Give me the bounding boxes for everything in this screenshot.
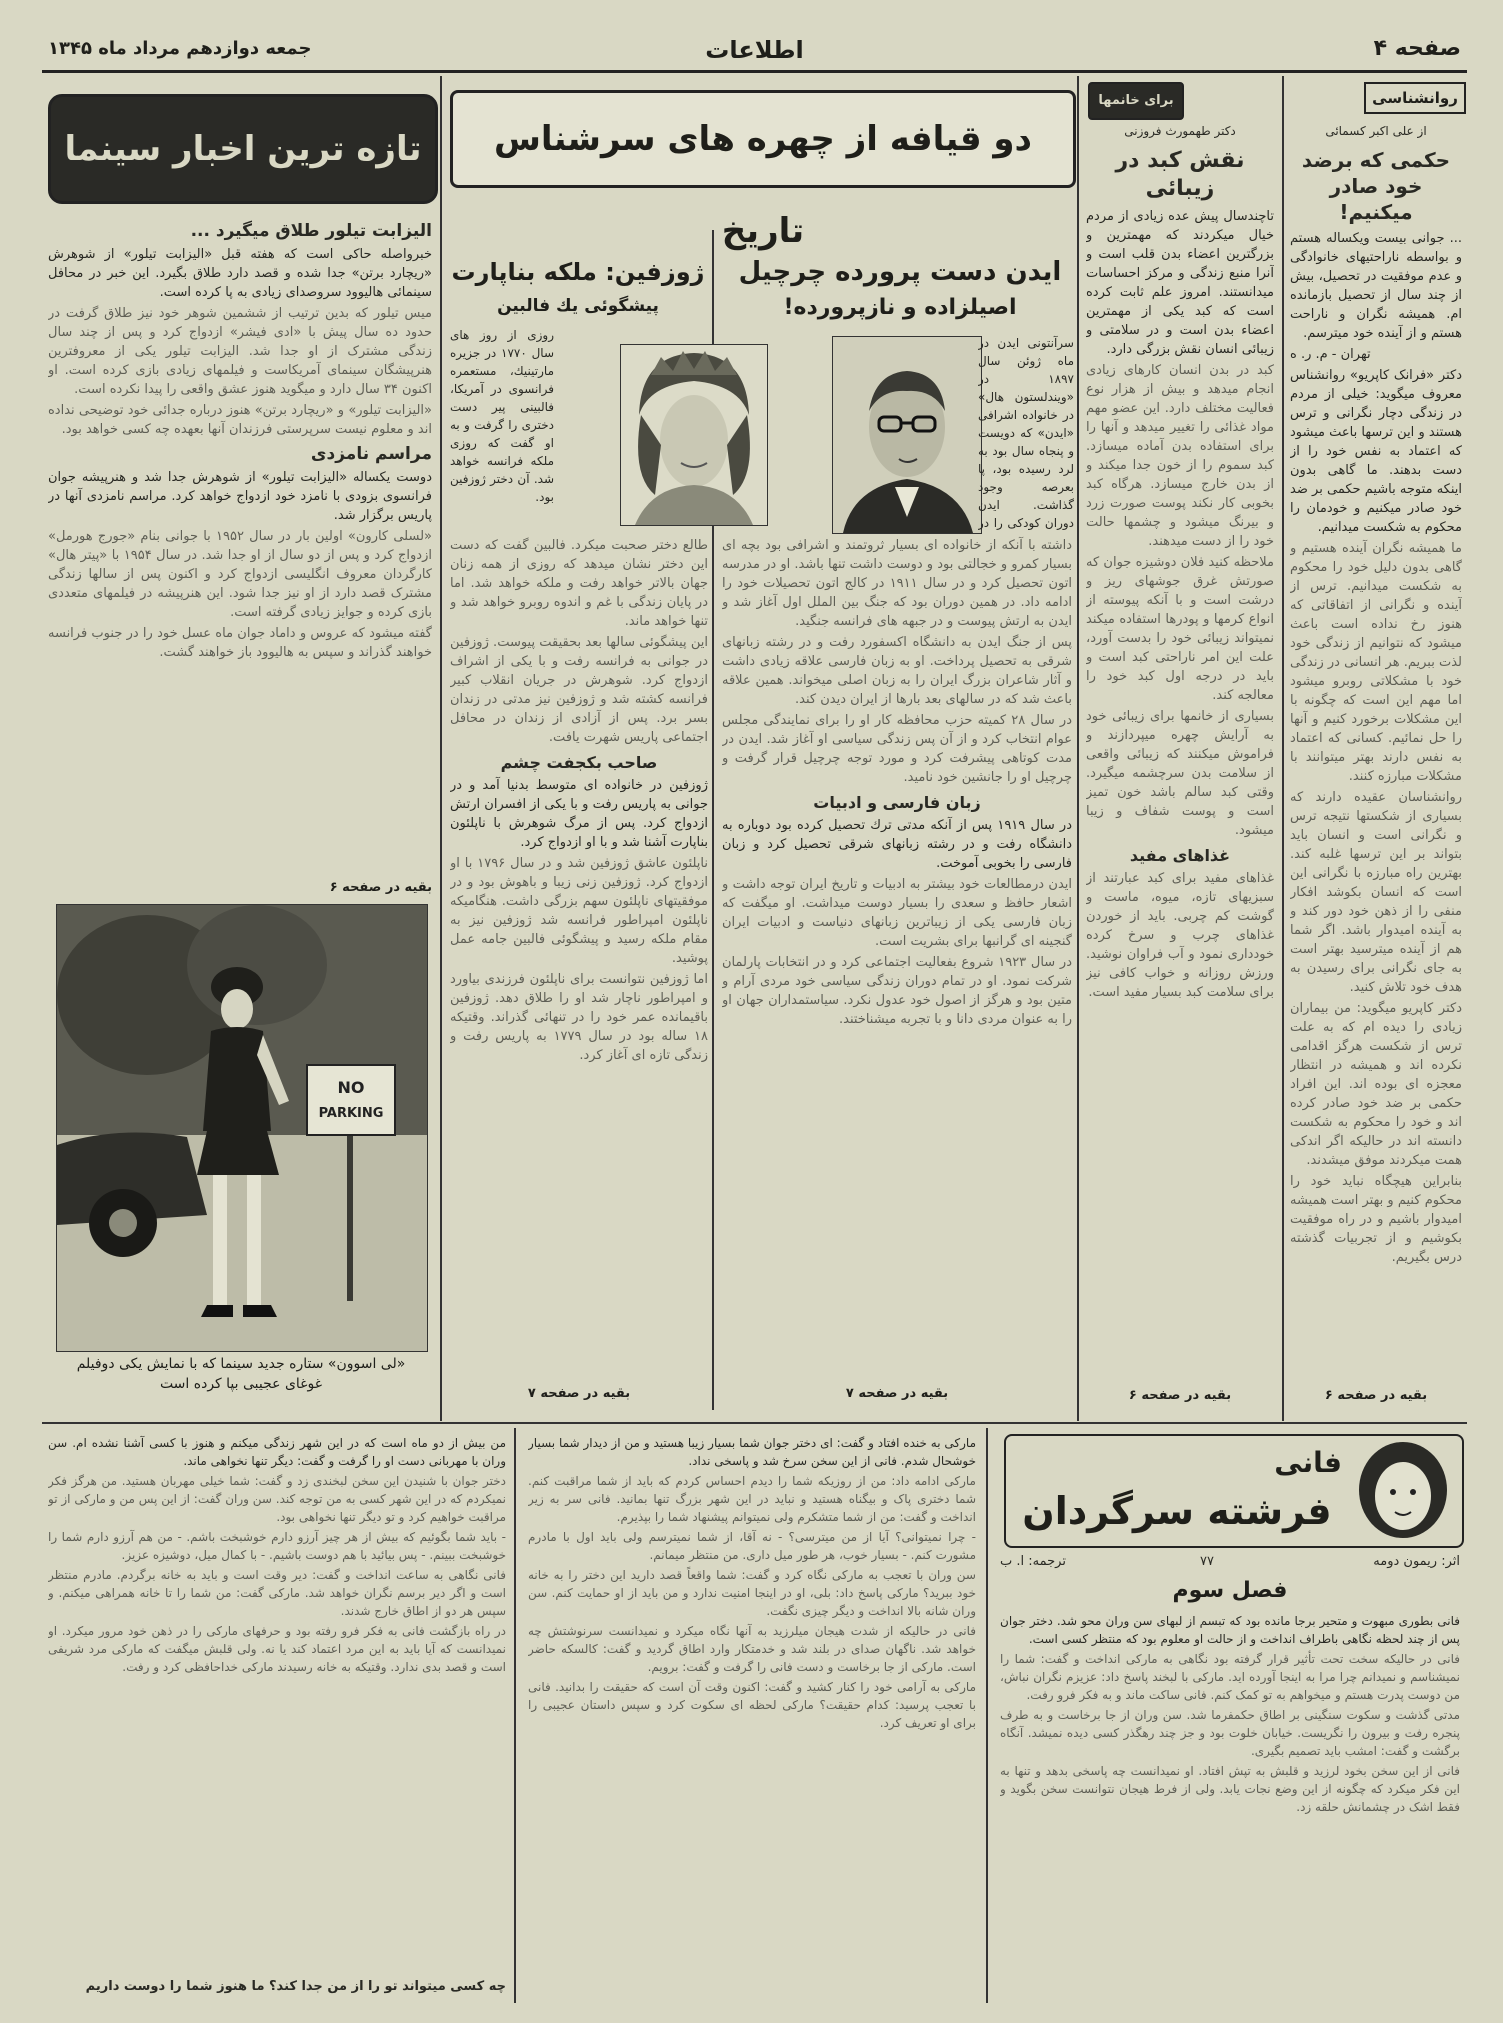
article-text: دختر جوان با شنیدن این سخن لبخندی زد و گفت: شما خیلی مهربان هستید. من هرگز فکر نمیکردم که در این شهر کسی به من توجه کند. سن وران گفت: از این پس من و مارکی از تو مراقبت خواهیم کرد و تو دیگر تنها نخواهی بود. <box>48 1474 506 1524</box>
corner-label: برای خانمها <box>1088 82 1184 120</box>
sign-text-no: NO <box>337 1078 365 1097</box>
serial-text-right <box>1000 1612 1460 2000</box>
portrait-drawing <box>833 337 981 533</box>
article-body-2: دکتر «فرانک کاپریو» روانشناس معروف میگوید: خیلی از مردم در زندگی دچار نگرانی و ترس هستند و این ترسها باعث میشود که اعتماد به نفس خود را از دست بدهند. ما گاهی بدون اینکه متوجه باشیم حکمی بر ضد خود صادر میکنیم و خودمان را محکوم به شکست میدانیم. <box>1290 368 1462 535</box>
serial-author: اثر: ریمون دومه <box>1373 1554 1460 1569</box>
article-text: روانشناسان عقیده دارند که بسیاری از شکستها نتیجه ترس و نگرانی است و انسان باید بتواند بر این ترسها غلبه کند. بهترین راه مبارزه با نگرانی این است که انسان بکوشد افکار منفی را از ذهن خود دور کند و به آینده امیدوار باشد. اگر شما هم از آینده میترسید بهتر است به جای نگرانی برای رسیدن به هدف خود تلاش کنید. <box>1290 790 1462 995</box>
beauty-column <box>1086 122 1274 1412</box>
eden-body-2: در سال ۱۹۱۹ پس از آنکه مدتی ترك تحصیل کرده بود دوباره به دانشگاه رفت و در رشته زبانهای شرقی تحصیل کرد و زبان فارسی را بخوبی آموخت. <box>722 818 1072 871</box>
article-text: مدتی گذشت و سکوت سنگینی بر اطاق حکمفرما شد. سن وران از جا برخاست و به طرف پنجره رفت و بیرون را نگریست. خیابان خلوت بود و جز چند رهگذر کسی دیده نمیشد. آنگاه برگشت و گفت: امشب باید تصمیم بگیری. <box>1000 1708 1460 1758</box>
article-text: فانی از این سخن بخود لرزید و قلبش به تپش افتاد. او نمیدانست چه پاسخی بدهد و تنها به این فکر میکرد که چگونه از این وضع نجات یابد. ولی از فرط هیجان نتوانست سخن بگوید و فقط اشک در چشمانش حلقه زد. <box>1000 1764 1460 1814</box>
eden-headline: ایدن دست پرورده چرچیل <box>738 257 1062 287</box>
article-subhead: غذاهای مفید <box>1129 846 1231 865</box>
serial-translator: ترجمه: ا. ب <box>1000 1554 1066 1569</box>
serial-label: فانی <box>1274 1446 1342 1479</box>
cinema-banner: تازه ترین اخبار سینما <box>48 94 438 204</box>
serial-credits <box>1000 1552 1460 1576</box>
article-text: ناپلئون عاشق ژوزفین شد و در سال ۱۷۹۶ با او ازدواج کرد. ژوزفین زنی زیبا و باهوش بود و در موفقیتهای ناپلئون سهم بزرگی داشت. هنگامیکه ناپلئون امپراطور فرانسه شد ژوزفین نیز به مقام ملکه رسید و پیشگوئی فالبین جامه عمل پوشید. <box>450 856 708 966</box>
article-text: بنابراین هیچگاه نباید خود را محکوم کنیم و بهتر است همیشه امیدوار باشیم و در راه موفقیت بکوشیم و از تجربیات گذشته درس بگیریم. <box>1290 1174 1462 1265</box>
psychology-column <box>1290 122 1462 1412</box>
article-text: اما ژوزفین نتوانست برای ناپلئون فرزندی بیاورد و امپراطور ناچار شد او را طلاق دهد. ژوزفین باقیمانده عمر خود را در تنهائی گذراند. وقتیکه ۱۸ ساله بود در سال ۱۷۷۹ به پاریس رفت و زندگی تازه ای آغاز کرد. <box>450 972 708 1063</box>
page-header <box>42 30 1467 73</box>
article-text: داشته با آنکه از خانواده ای بسیار ثروتمند و اشرافی بود بچه ای بسیار کمرو و خجالتی بود و دوست داشت تنها باشد. او در مدرسه اتون تحصیل کرد و در سال ۱۹۱۱ در کالج اتون تحصیلات خود را ادامه داد. در همین دوران بود که جنگ بین الملل اول آغاز شد و ایدن به ارتش پیوست و در جبهه های فرانسه جنگید. <box>722 538 1072 629</box>
continued-note: بقیه در صفحه ۶ <box>1324 1388 1428 1403</box>
cinema-body-2: دوست یکساله «الیزابت تیلور» از شوهرش جدا شد و هنرپیشه جوان فرانسوی بزودی با نامزد خود ازدواج خواهد کرد. مراسم نامزدی آنها در پاریس برگزار شد. <box>48 470 432 523</box>
article-text: فانی در حالیکه سخت تحت تأثیر قرار گرفته بود نگاهی به مارکی انداخت و گفت: شما را نمیشناسم و نمیدانم چرا مرا به اینجا آورده اید. مارکی با لبخند پاسخ داد: عزیزم نگران نباش، من دوست پدرت هستم و میخواهم به تو کمک کنم. فانی ساکت ماند و به فکر فرو رفت. <box>1000 1652 1460 1702</box>
serial-text-middle <box>528 1434 976 2000</box>
eden-portrait <box>832 336 982 534</box>
byline: دکتر طهمورث فروزنی <box>1124 124 1236 138</box>
article-text: مارکی ادامه داد: من از روزیکه شما را دیدم احساس کردم که باید از شما مراقبت کنم. شما دختری پاک و بیگناه هستید و نباید در این شهر بزرگ تنها بمانید. فانی سر به زیر انداخت و گفت: من از شما متشکرم ولی نمیتوانم پیشنهاد شما را بپذیرم. <box>528 1474 976 1524</box>
column-rule <box>986 1428 988 2003</box>
actress-photo <box>56 904 428 1352</box>
article-body: تاچندسال پیش عده زیادی از مردم خیال میکردند که مهمترین و بزرگترین اعضاء بدن قلب است و آنرا منبع زندگی و مرکز احساسات میدانستند. امروز علم ثابت کرده است که کبد یکی از مهمترین اعضاء بدن است و در سلامتی و زیبائی انسان نقش بزرگی دارد. <box>1086 209 1274 357</box>
josephine-body-2: ژوزفین در خانواده ای متوسط بدنیا آمد و در جوانی به پاریس رفت و با یکی از افسران ارتش ازدواج کرد. پس از مرگ شوهرش با ناپلئون بناپارت آشنا شد و با او ازدواج کرد. <box>450 778 708 850</box>
chapter-title: فصل سوم <box>1172 1578 1288 1603</box>
column-rule <box>1282 76 1284 1421</box>
article-text: «لسلی کارون» اولین بار در سال ۱۹۵۲ با جوانی بنام «جورج هورمل» ازدواج کرد و پس از دو سال از او جدا شد. در سال ۱۹۵۴ با «پیتر هال» کارگردان معروف انگلیسی ازدواج کرد و اکنون پس از سالها زندگی مشترک قصد دارد از او نیز جدا شود. این هنرپیشه در فیلمهای متعددی بازی کرده و جوایز زیادی گرفته است. <box>48 529 432 620</box>
eden-subheadline-2: زبان فارسی و ادبیات <box>813 793 981 812</box>
serial-body: فانی بطوری مبهوت و متحیر برجا مانده بود که تبسم از لبهای سن وران محو شد. دختر جوان پس از چند لحظه نگاهی باطراف انداخت و از حالت او معلوم بود که منتظر کسی است. <box>1000 1614 1460 1646</box>
issue-date: جمعه دوازدهم مرداد ماه ۱۳۴۵ <box>48 38 312 59</box>
cinema-news <box>48 216 432 876</box>
newspaper-name: اطلاعات <box>705 36 804 64</box>
feature-banner: دو قیافه از چهره های سرشناس تاریخ <box>450 90 1076 188</box>
letter-signature: تهران - م. ر. ه <box>1290 347 1371 362</box>
article-body: ... جوانی بیست ویکساله هستم و بواسطه ناراحتیهای خانوادگی و عدم موفقیت در تحصیل، بیش از چند سال از تحصیل بازمانده ام. همیشه نگران و ناراحت هستم و از آینده خود میترسم. <box>1290 231 1462 341</box>
article-text: در سال ۱۹۲۳ شروع بفعالیت اجتماعی کرد و در انتخابات پارلمان شرکت نمود. او در تمام دوران زندگی سیاسی خود مردی آرام و متین بود و هرگز از اصول خود عدول نکرد. سیاستمداران جهان او را به عنوان مردی دانا و با تجربه میشناختند. <box>722 955 1072 1027</box>
cinema-body: خبرواصله حاکی است که هفته قبل «الیزابت تیلور» از شوهرش «ریچارد برتن» جدا شده و قصد دارد طلاق بگیرد. این خبر در محافل سینمائی هالیوود سروصدای زیادی به پا کرده است. <box>48 247 432 300</box>
illustration-face <box>1348 1438 1458 1544</box>
article-text: بسیاری از خانمها برای زیبائی خود به آرایش چهره میپردازند و فراموش میکنند که زیبائی واقعی از سلامت بدن سرچشمه میگیرد. وقتی کبد سالم باشد خون تمیز است و پوست شفاف و زیبا میشود. <box>1086 709 1274 838</box>
serial-title: فرشته سرگردان <box>1022 1489 1332 1533</box>
eden-intro: سرآنتونی ایدن در ماه ژوئن سال ۱۸۹۷ در «ویندلستون هال» در خانواده اشرافی «ایدن» که دویست و پنجاه سال بود به لرد رسیده بود، پا بعرصه وجود گذاشت. ایدن دوران کودکی را در <box>978 336 1074 530</box>
page-number: صفحه ۴ <box>1373 36 1461 61</box>
article-title: نقش کبد در زیبائی <box>1115 148 1245 201</box>
josephine-headline: ژوزفین: ملکه بناپارت <box>451 258 705 286</box>
article-text: ملاحظه کنید فلان دوشیزه جوان که صورتش غرق جوشهای ریز و درشت است و با آنکه پیوسته از انواع کرمها و پودرها استفاده میکند نمیتواند زیبائی خود را بدست آورد، علت این امر ناراحتی کبد است و باید در درجه اول کبد خود را معالجه کند. <box>1086 555 1274 703</box>
serial-banner <box>1004 1434 1464 1548</box>
serial-number: ۷۷ <box>1200 1554 1214 1569</box>
section-label: روانشناسی <box>1364 82 1466 114</box>
newspaper-page <box>42 30 1467 2005</box>
josephine-intro: روزی از روز های سال ۱۷۷۰ در جزیره مارتینیك، مستعمره فرانسوی در آمریکا، فالبینی پیر دست دختری را گرفت و به او گفت که روزی ملکه فرانسه خواهد شد. آن دختر ژوزفین بود. <box>450 328 554 504</box>
column-rule <box>440 76 442 1421</box>
column-rule <box>1077 76 1079 1421</box>
article-text: - چرا نمیتوانی؟ آیا از من میترسی؟ - نه آقا، از شما نمیترسم ولی باید اول با مادرم مشورت کنم. - بسیار خوب، هر طور میل داری. من منتظر میمانم. <box>528 1530 976 1562</box>
article-text: دکتر کاپریو میگوید: من بیماران زیادی را دیده ام که به علت ترس از شکست هرگز اقدامی نکرده اند و همیشه در انتظار معجزه ای بوده اند. این افراد حکمی بر ضد خود صادر کرده اند و خود را محکوم به شکست دانسته اند در حالیکه اگر اندکی همت میکردند موفق میشدند. <box>1290 1001 1462 1168</box>
serial-body-left: من بیش از دو ماه است که در این شهر زندگی میکنم و هنوز با کسی آشنا نشده ام. سن وران با مهربانی دست او را گرفت و گفت: دیگر تنها نخواهی ماند. <box>48 1436 506 1468</box>
article-text: - باید شما بگوئیم که بیش از هر چیز آرزو دارم خوشبخت باشم. - من هم آرزو دارم شما را خوشبخت ببینم. - پس بیائید با هم دوست باشیم. - با کمال میل، دوشیزه عزیز. <box>48 1530 506 1562</box>
cinema-subheadline: مراسم نامزدی <box>310 444 432 464</box>
photo-caption: «لی اسوون» ستاره جدید سینما که با نمایش یکی دوفیلم غوغای عجیبی بپا کرده است <box>76 1356 406 1392</box>
article-text: میس تیلور که بدین ترتیب از ششمین شوهر خود نیز طلاق گرفت در حدود ده سال پیش با «ادی فیشر» ازدواج کرد و پس از چند سال زندگی مشترک از او جدا شد. الیزابت تیلور یکی از معروفترین هنرپیشگان سینمای آمریکاست و فیلمهای زیادی بازی کرده است. او اکنون ۳۴ سال دارد و میگوید هنوز عشق واقعی را پیدا نکرده است. <box>48 306 432 397</box>
article-text: مارکی به آرامی خود را کنار کشید و گفت: اکنون وقت آن است که حقیقت را بدانید. فانی با تعجب پرسید: کدام حقیقت؟ مارکی لحظه ای سکوت کرد و سپس داستان عجیبی را برای او تعریف کرد. <box>528 1680 976 1730</box>
article-text: در راه بازگشت فانی به فکر فرو رفته بود و حرفهای مارکی را در ذهن خود مرور میکرد. او نمیدانست که آیا باید به این مرد اعتماد کند یا نه. ولی قلبش میگفت که مارکی مرد شریفی است و قصد بدی ندارد. وقتیکه به خانه رسیدند مارکی خداحافظی کرد و رفت. <box>48 1624 506 1674</box>
column-rule <box>514 1428 516 2003</box>
section-rule <box>42 1422 1467 1424</box>
article-text: ایدن درمطالعات خود بیشتر به ادبیات و تاریخ ایران توجه داشت و اشعار حافظ و سعدی را بسیار دوست میداشت. او میگفت که زبان فارسی یکی از زیباترین زبانهای دنیاست و ادبیات ایران گنجینه ای گرانبها برای بشریت است. <box>722 877 1072 949</box>
article-text: کبد در بدن انسان کارهای زیادی انجام میدهد و بیش از هزار نوع فعالیت مختلف دارد. این عضو مهم مواد غذائی را تغییر میدهد و آنها را برای استفاده بدن آماده میسازد. کبد سموم را از خون جدا میکند و از بدن خارج میسازد. هرگاه کبد بخوبی کار نکند پوست صورت زرد و بیرنگ میشود و چشمها حالت خود را از دست میدهند. <box>1086 363 1274 549</box>
sign-text-parking: PARKING <box>318 1106 384 1121</box>
article-text: در سال ۲۸ کمیته حزب محافظه کار او را برای نمایندگی مجلس عوام انتخاب کرد و از آن پس زندگی سیاسی او آغاز شد. ایدن در مدت کوتاهی پیشرفت کرد و مورد توجه چرچیل قرار گرفت و چرچیل او را جانشین خود نامید. <box>722 713 1072 785</box>
josephine-subheadline: پیشگوئی یك فالبین <box>497 296 659 316</box>
serial-final-line: چه کسی میتواند تو را از من جدا کند؟ ما هنوز شما را دوست داریم <box>85 1979 506 1994</box>
article-text: سن وران با تعجب به مارکی نگاه کرد و گفت: شما واقعاً قصد دارید این دختر را به خانه خود ببرید؟ مارکی پاسخ داد: بلی، او در اینجا امنیت ندارد و من باید از او حمایت کنم. سن وران شانه بالا انداخت و دیگر چیزی نگفت. <box>528 1568 976 1618</box>
article-text: طالع دختر صحبت میکرد. فالبین گفت که دست این دختر نشان میدهد که روزی از همه زنان جهان بالاتر خواهد رفت و ملکه خواهد شد. اما در پایان زندگی با غم و اندوه روبرو خواهد شد و تنها خواهد ماند. <box>450 538 708 629</box>
article-text: ما همیشه نگران آینده هستیم و گاهی بدون دلیل خود را محکوم به شکست میدانیم. ترس از آینده و نگرانی از اتفاقاتی که هنوز رخ نداده است باعث میشود که نتوانیم از زندگی خود لذت ببریم. هر انسانی در زندگی خود با مشکلاتی روبرو میشود اما مهم این است که چگونه با این مشکلات برخورد کنیم و آنها را حل نمائیم. کسانی که اعتماد به نفس دارند بهتر میتوانند با مشکلات مبارزه کنند. <box>1290 541 1462 784</box>
article-text: فانی نگاهی به ساعت انداخت و گفت: دیر وقت است و باید به خانه برگردم. مادرم منتظر است و اگر دیر برسم نگران خواهد شد. مارکی گفت: من شما را تا خانه همراهی میکنم. و سپس هر دو از اطاق خارج شدند. <box>48 1568 506 1618</box>
article-title: حکمی که برضد خود صادر میکنیم! <box>1301 148 1451 224</box>
josephine-subheadline-2: صاحب بکجفت چشم <box>500 753 658 772</box>
continued-note: بقیه در صفحه ۶ <box>1128 1388 1232 1403</box>
article-text: «الیزابت تیلور» و «ریچارد برتن» هنوز درباره جدائی خود توضیحی نداده اند و معلوم نیست سرپرستی فرزندان آنها بعهده چه کسی خواهد بود. <box>48 403 432 437</box>
photo-drawing <box>57 905 427 1351</box>
continued-note: بقیه در صفحه ۷ <box>527 1386 631 1401</box>
article-text: فانی در حالیکه از شدت هیجان میلرزید به آنها نگاه میکرد و نمیدانست سرنوشتش چه خواهد شد. ناگهان صدای در بلند شد و خدمتکار وارد اطاق گردید و گفت: کالسکه حاضر است. مارکی از جا برخاست و دست فانی را گرفت و گفت: برویم. <box>528 1624 976 1674</box>
continued-note: بقیه در صفحه ۷ <box>845 1386 949 1401</box>
josephine-article <box>450 536 708 1386</box>
article-text: پس از جنگ ایدن به دانشگاه اکسفورد رفت و در رشته زبانهای شرقی به تحصیل پرداخت. او به زبان فارسی علاقه زیادی داشت و آثار شاعران بزرگ ایران را به زبان اصلی میخواند. همین علاقه باعث شد که در سالهای بعد بارها از ایران دیدن کند. <box>722 635 1072 707</box>
josephine-portrait <box>620 344 768 526</box>
article-text: غذاهای مفید برای کبد عبارتند از سبزیهای تازه، میوه، ماست و گوشت کم چربی. باید از خوردن غذاهای چرب و سرخ کرده خودداری نمود و آب فراوان نوشید. ورزش روزانه و خواب کافی نیز برای سلامت کبد بسیار مفید است. <box>1086 871 1274 1000</box>
eden-subheadline: اصیلزاده و نازپرورده! <box>783 295 1017 320</box>
article-text: این پیشگوئی سالها بعد بحقیقت پیوست. ژوزفین در جوانی به فرانسه رفت و با یکی از اشراف ازدواج کرد. شوهرش در جریان انقلاب کبیر فرانسه کشته شد و ژوزفین نیز مدتی در زندان بسر برد. پس از آزادی از زندان در محافل اجتماعی پاریس شهرت یافت. <box>450 635 708 745</box>
cinema-headline: الیزابت تیلور طلاق میگیرد ... <box>190 221 432 241</box>
serial-text-left <box>48 1434 506 1974</box>
serial-body-middle: مارکی به خنده افتاد و گفت: ای دختر جوان شما بسیار زیبا هستید و من از دیدار شما بسیار خوشحال شدم. فانی از این سخن سرخ شد و پاسخی نداد. <box>528 1436 976 1468</box>
continued-note: بقیه در صفحه ۶ <box>329 880 432 895</box>
portrait-drawing <box>621 345 767 525</box>
eden-article <box>722 536 1072 1386</box>
article-text: گفته میشود که عروس و داماد جوان ماه عسل خود را در جنوب فرانسه خواهند گذراند و سپس به هالیوود باز خواهند گشت. <box>48 626 432 660</box>
byline: از علی اکبر کسمائی <box>1325 124 1427 138</box>
